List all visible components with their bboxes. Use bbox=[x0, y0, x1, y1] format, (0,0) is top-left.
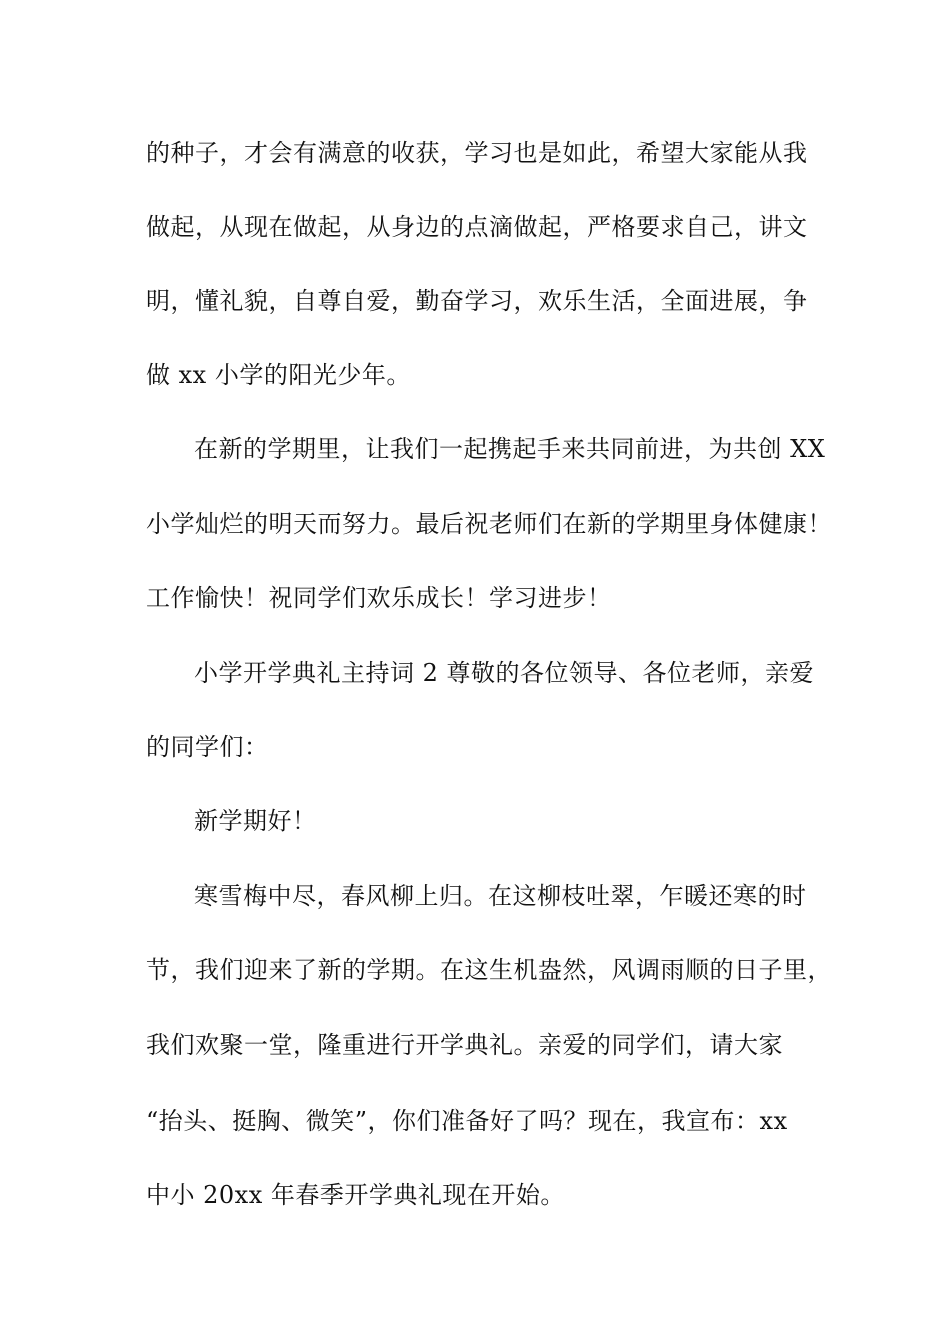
text-line: 工作愉快！祝同学们欢乐成长！学习进步！ bbox=[146, 584, 612, 612]
paragraph-first-line: 新学期好！ bbox=[194, 807, 317, 835]
text-line: 我们欢聚一堂，隆重进行开学典礼。亲爱的同学们，请大家 bbox=[146, 1031, 783, 1059]
text-line: 的同学们： bbox=[146, 733, 269, 761]
paragraph-first-line: 小学开学典礼主持词 2 尊敬的各位领导、各位老师，亲爱 bbox=[194, 659, 815, 687]
text-line: 小学灿烂的明天而努力。最后祝老师们在新的学期里身体健康！ bbox=[146, 510, 832, 538]
text-line: “抬头、挺胸、微笑”，你们准备好了吗？现在，我宣布：xx bbox=[146, 1107, 788, 1135]
paragraph-first-line: 在新的学期里，让我们一起携起手来共同前进，为共创 XX bbox=[194, 435, 826, 463]
text-line: 做 xx 小学的阳光少年。 bbox=[146, 361, 411, 389]
paragraph-first-line: 寒雪梅中尽，春风柳上归。在这柳枝吐翠，乍暖还寒的时 bbox=[194, 882, 807, 910]
text-line: 做起，从现在做起，从身边的点滴做起，严格要求自己，讲文 bbox=[146, 213, 808, 241]
text-line: 中小 20xx 年春季开学典礼现在开始。 bbox=[146, 1181, 565, 1209]
text-line: 明，懂礼貌，自尊自爱，勤奋学习，欢乐生活，全面进展，争 bbox=[146, 287, 808, 315]
text-line: 的种子，才会有满意的收获，学习也是如此，希望大家能从我 bbox=[146, 139, 808, 167]
text-line: 节，我们迎来了新的学期。在这生机盎然，风调雨顺的日子里， bbox=[146, 956, 832, 984]
